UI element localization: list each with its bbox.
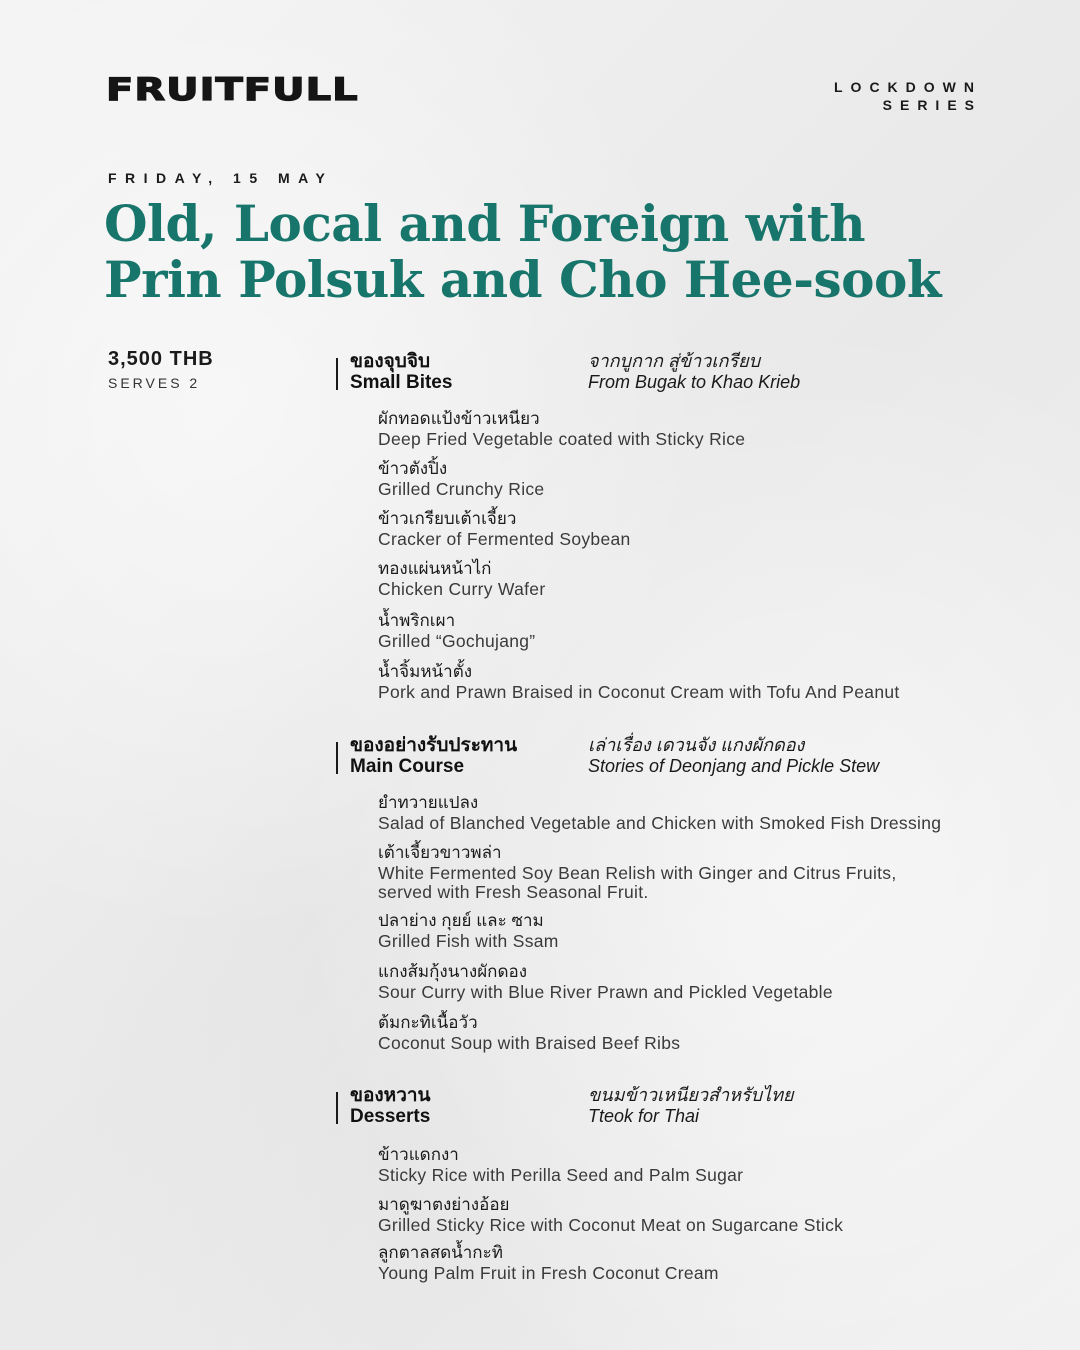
menu-item-thai: เต้าเจี้ยวขาวพล่า (378, 843, 502, 862)
menu-item-english-cont: served with Fresh Seasonal Fruit. (378, 882, 649, 902)
menu-item-thai: ผักทอดแป้งข้าวเหนียว (378, 409, 540, 428)
menu-item (378, 408, 1018, 458)
section-divider-bar (336, 1092, 338, 1124)
section-subtitle-thai: ขนมข้าวเหนียวสำหรับไทย (588, 1085, 794, 1105)
menu-item (378, 961, 1018, 1012)
fruitfull-logo: FRUITFULL (106, 72, 359, 108)
menu-item (378, 661, 1018, 702)
event-title (104, 196, 984, 308)
section-title-english: Desserts (350, 1106, 431, 1127)
menu-item (378, 558, 1018, 610)
menu-item-thai: แกงส้มกุ้งนางผักดอง (378, 962, 527, 981)
menu-item-thai: ปลาย่าง กุยย์ และ ซาม (378, 911, 544, 930)
menu-item (378, 1012, 1018, 1053)
menu-item (378, 458, 1018, 508)
menu-item-english: Sour Curry with Blue River Prawn and Pickled Vegetable (378, 982, 833, 1002)
section-divider-bar (336, 742, 338, 774)
section-header-small-bites (336, 348, 1016, 398)
section-title-thai: ของอย่างรับประทาน (350, 735, 518, 756)
menu-item (378, 508, 1018, 558)
menu-item (378, 1194, 1018, 1242)
menu-item-thai: ข้าวตังปิ้ง (378, 459, 448, 478)
menu-item-english: Deep Fried Vegetable coated with Sticky Rice (378, 429, 746, 449)
menu-list-small-bites (378, 408, 1018, 702)
menu-list-main-course (378, 792, 1018, 1053)
menu-item-thai: ต้มกะทิเนื้อวัว (378, 1013, 478, 1032)
lockdown-series-label (834, 78, 982, 114)
menu-item-thai: ยำทวายแปลง (378, 793, 479, 812)
menu-item-english: Coconut Soup with Braised Beef Ribs (378, 1033, 681, 1053)
section-subtitle-english: From Bugak to Khao Krieb (588, 372, 801, 392)
event-date: FRIDAY, 15 MAY (108, 170, 334, 186)
menu-item-english: Grilled Crunchy Rice (378, 479, 545, 499)
menu-item-thai: ทองแผ่นหน้าไก่ (378, 559, 492, 578)
section-header-main-course (336, 732, 1016, 782)
menu-item-thai: ลูกตาลสดน้ำกะทิ (378, 1243, 503, 1262)
price-block (108, 348, 214, 391)
section-subtitle-english: Tteok for Thai (588, 1106, 700, 1126)
section-title-thai: ของหวาน (350, 1085, 431, 1106)
section-title-english: Small Bites (350, 372, 453, 393)
menu-item-thai: ข้าวแดกงา (378, 1145, 459, 1164)
menu-item-english: Salad of Blanched Vegetable and Chicken with Smoked Fish Dressing (378, 813, 942, 833)
menu-item-thai: มาดูฆาตงย่างอ้อย (378, 1195, 510, 1214)
section-title-english: Main Course (350, 756, 465, 777)
menu-item (378, 842, 1018, 910)
menu-item-thai: น้ำพริกเผา (378, 611, 456, 630)
menu-item (378, 910, 1018, 961)
menu-item-english: Grilled Sticky Rice with Coconut Meat on Sugarcane Stick (378, 1215, 844, 1235)
menu-item (378, 1242, 1018, 1283)
serves-label: SERVES 2 (108, 375, 201, 391)
series-line-2: SERIES (882, 97, 982, 113)
section-subtitle-thai: จากบูกาก สู่ข้าวเกรียบ (588, 351, 761, 371)
menu-item-english: White Fermented Soy Bean Relish with Ginger and Citrus Fruits, (378, 863, 897, 883)
section-subtitle-english: Stories of Deonjang and Pickle Stew (588, 756, 880, 776)
section-title-thai: ของจุบจิบ (350, 351, 431, 372)
menu-item-english: Grilled “Gochujang” (378, 631, 536, 651)
menu-item-english: Chicken Curry Wafer (378, 579, 546, 599)
section-divider-bar (336, 358, 338, 390)
menu-item (378, 792, 1018, 842)
menu-item-english: Sticky Rice with Perilla Seed and Palm Sugar (378, 1165, 744, 1185)
series-line-1: LOCKDOWN (834, 79, 982, 95)
menu-item-english: Grilled Fish with Ssam (378, 931, 559, 951)
menu-item-thai: น้ำจิ้มหน้าตั้ง (378, 662, 473, 681)
menu-item-english: Cracker of Fermented Soybean (378, 529, 631, 549)
section-header-desserts (336, 1082, 1016, 1132)
title-line-1: Old, Local and Foreign with (104, 194, 866, 253)
menu-item-english: Pork and Prawn Braised in Coconut Cream with Tofu And Peanut (378, 682, 900, 702)
title-line-2: Prin Polsuk and Cho Hee-sook (104, 250, 941, 309)
section-subtitle-thai: เล่าเรื่อง เดวนจัง แกงผักดอง (588, 735, 805, 755)
price-amount: 3,500 THB (108, 348, 214, 370)
menu-item (378, 610, 1018, 661)
menu-item-thai: ข้าวเกรียบเต้าเจี้ยว (378, 509, 517, 528)
menu-item-english: Young Palm Fruit in Fresh Coconut Cream (378, 1263, 719, 1283)
menu-item (378, 1144, 1018, 1194)
menu-list-desserts (378, 1144, 1018, 1283)
